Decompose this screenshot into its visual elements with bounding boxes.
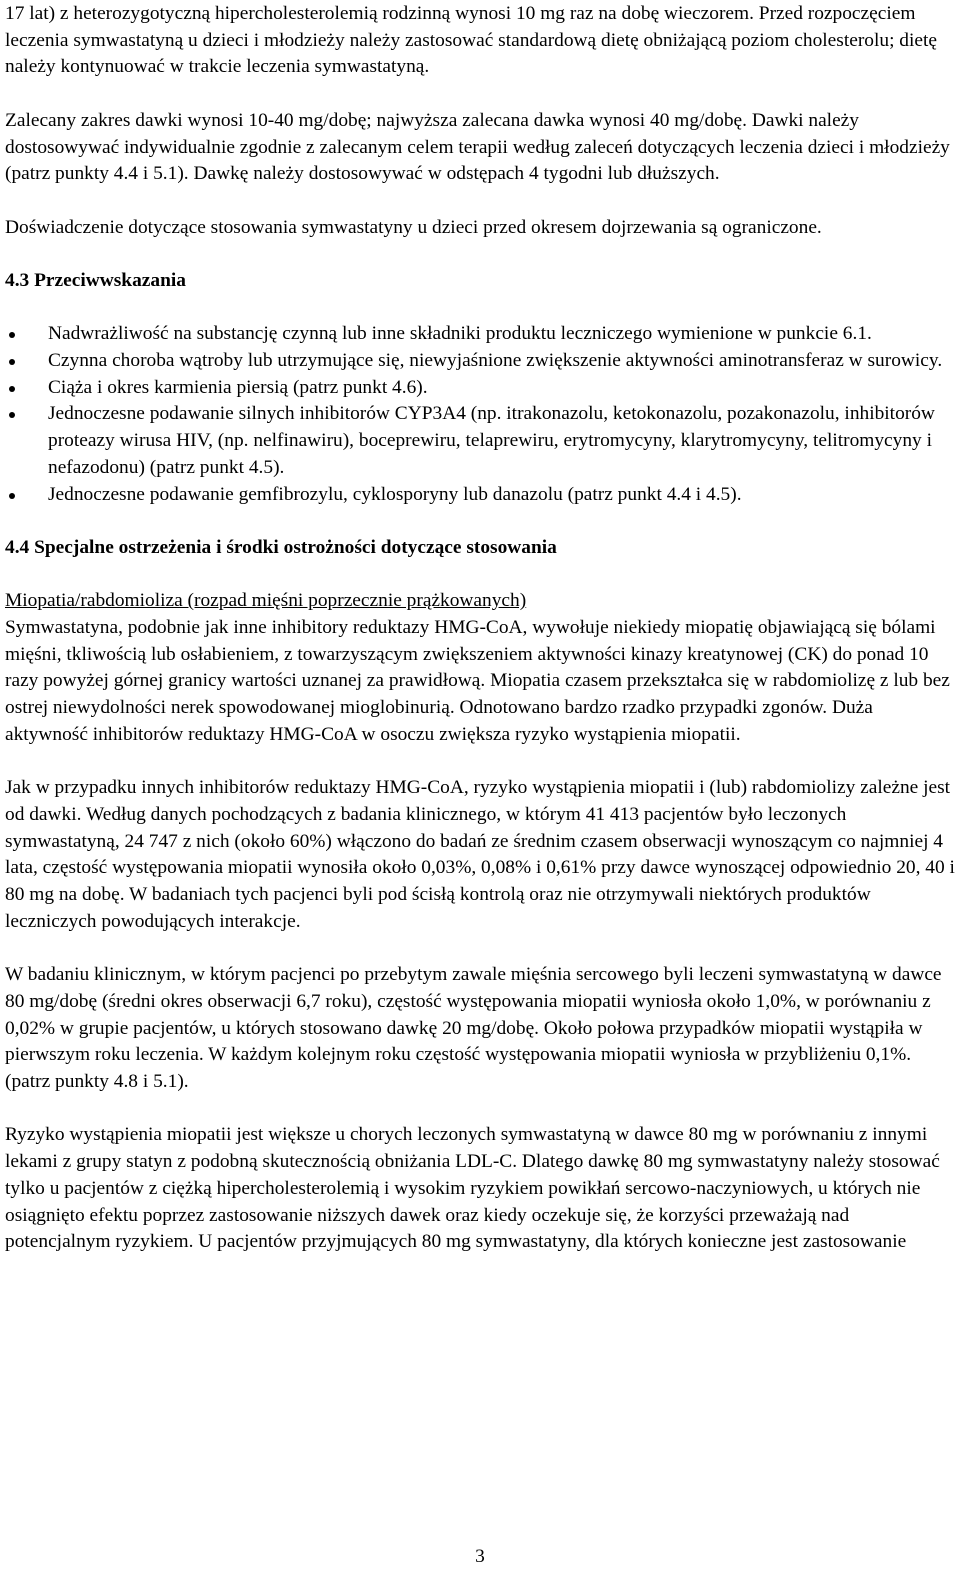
spacer (5, 936, 955, 963)
bullet-icon (9, 493, 15, 499)
list-item (5, 348, 955, 375)
dose-dependence-paragraph: Jak w przypadku innych inhibitorów reduktazy HMG-CoA, ryzyko wystąpienia miopatii i (lub) rabdomiolizy zależne jest od dawki. Według danych pochodzących z badania klinicznego, w którym 41 413 pacjentów było leczonych symwastatyną, 24 747 z nich (około 60%) włączono do badań ze średnim czasem obserwacji wynoszącym co najmniej 4 lata, częstość występowania miopatii wynosiła około 0,03%, 0,08% i 0,61% przy dawce wynoszącej odpowiednio 20, 40 i 80 mg na dobę. W badaniach tych pacjenci byli pod ścisłą kontrolą oraz nie otrzymywali niektórych produktów leczniczych powodujących interakcje. (5, 777, 955, 932)
list-item (5, 482, 955, 509)
spacer (5, 749, 955, 776)
clinical-trial-paragraph: W badaniu klinicznym, w którym pacjenci po przebytym zawale mięśnia sercowego byli leczeni symwastatyną w dawce 80 mg/dobę (średni okres obserwacji 6,7 roku), częstość występowania miopatii wyniosła około 1,0%, w porównaniu z 0,02% w grupie pacjentów, u których stosowano dawkę 20 mg/dobę. Około połowa przypadków miopatii wystąpiła w pierwszym roku leczenia. W każdym kolejnym roku częstość występowania miopatii wyniosła w przybliżeniu 0,1%. (patrz punkty 4.8 i 5.1). (5, 964, 942, 1092)
spacer (5, 295, 955, 322)
spacer (5, 508, 955, 535)
list-item-text: Ciąża i okres karmienia piersią (patrz punkt 4.6). (48, 376, 428, 398)
bullet-icon (9, 332, 15, 338)
section-heading-contraindications: 4.3 Przeciwwskazania (5, 269, 186, 291)
list-item (5, 401, 955, 481)
spacer (5, 188, 955, 215)
list-item-text: Jednoczesne podawanie silnych inhibitorów CYP3A4 (np. itrakonazolu, ketokonazolu, pozakonazolu, inhibitorów proteazy wirusa HIV, (np. nelfinawiru), boceprewiru, telaprewiru, erytromycyny, klarytromycyny, telitromycyny i nefazodonu) (patrz punkt 4.5). (48, 403, 935, 478)
risk-paragraph: Ryzyko wystąpienia miopatii jest większe u chorych leczonych symwastatyną w dawce 80 mg w porównaniu z innymi lekami z grupy statyn z podobną skutecznością obniżania LDL-C. Dlatego dawkę 80 mg symwastatyny należy stosować tylko u pacjentów z ciężką hipercholesterolemią i wysokim ryzykiem powikłań sercowo-naczyniowych, u których nie osiągnięto efektu poprzez zastosowanie niższych dawek oraz kiedy oczekuje się, że korzyści przeważają nad potencjalnym ryzykiem. U pacjentów przyjmujących 80 mg symwastatyny, dla których konieczne jest zastosowanie (5, 1124, 940, 1253)
pediatric-experience-paragraph: Doświadczenie dotyczące stosowania symwastatyny u dzieci przed okresem dojrzewania są ograniczone. (5, 216, 822, 238)
myopathy-paragraph: Symwastatyna, podobnie jak inne inhibitory reduktazy HMG-CoA, wywołuje niekiedy miopatię objawiającą się bólami mięśni, tkliwością lub osłabieniem, z towarzyszącym zwiększeniem aktywności kinazy kreatynowej (CK) do ponad 10 razy powyżej górnej granicy wartości uznanej za prawidłową. Miopatia czasem przekształca się w rabdomiolizę z lub bez ostrej niewydolności nerek spowodowanej mioglobinurią. Odnotowano bardzo rzadko przypadki zgonów. Duża aktywność inhibitorów reduktazy HMG-CoA w osoczu zwiększa ryzyko wystąpienia miopatii. (5, 617, 950, 745)
dose-paragraph: 17 lat) z heterozygotyczną hipercholesterolemią rodzinną wynosi 10 mg raz na dobę wieczorem. Przed rozpoczęciem leczenia symwastatyną u dzieci i młodzieży należy zastosować standardową dietę obniżającą poziom cholesterolu; dietę należy kontynuować w trakcie leczenia symwastatyną. (5, 3, 937, 78)
subheading-myopathy: Miopatia/rabdomioliza (rozpad mięśni poprzecznie prążkowanych) (5, 590, 527, 612)
spacer (5, 562, 955, 589)
list-item-text: Czynna choroba wątroby lub utrzymujące się, niewyjaśnione zwiększenie aktywności aminotransferaz w surowicy. (48, 350, 943, 372)
page-number: 3 (475, 1546, 485, 1567)
bullet-icon (9, 386, 15, 392)
bullet-icon (9, 412, 15, 418)
list-item-text: Jednoczesne podawanie gemfibrozylu, cyklosporyny lub danazolu (patrz punkt 4.4 i 4.5). (48, 483, 742, 505)
list-item (5, 375, 955, 402)
bullet-icon (9, 359, 15, 365)
spacer (5, 81, 955, 108)
list-item-text: Nadwrażliwość na substancję czynną lub inne składniki produktu leczniczego wymienione w punkcie 6.1. (48, 323, 872, 345)
dose-range-paragraph: Zalecany zakres dawki wynosi 10-40 mg/dobę; najwyższa zalecana dawka wynosi 40 mg/dobę. Dawki należy dostosowywać indywidualnie zgodnie z zalecanym celem terapii według zaleceń dotyczących leczenia dzieci i młodzieży (patrz punkty 4.4 i 5.1). Dawkę należy dostosowywać w odstępach 4 tygodni lub dłuższych. (5, 109, 950, 185)
contraindications-list (5, 321, 955, 508)
document-page (5, 1, 955, 1256)
section-heading-warnings: 4.4 Specjalne ostrzeżenia i środki ostrożności dotyczące stosowania (5, 536, 557, 558)
list-item (5, 321, 955, 348)
spacer (5, 241, 955, 268)
spacer (5, 1096, 955, 1123)
